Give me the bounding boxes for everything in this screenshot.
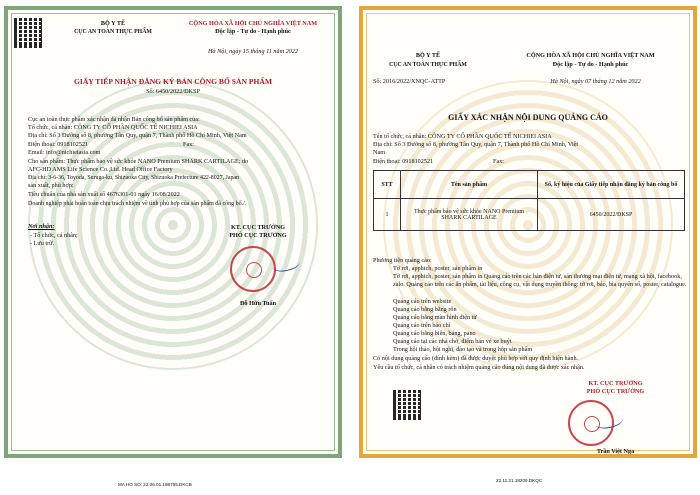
body-line: Email: info@nichieiasia.com: [28, 149, 101, 156]
table-cell: Thực phẩm bảo vệ sức khỏe NANO Premium SHARK CARTILAGE: [401, 199, 538, 231]
issue-date: Hà Nội, ngày 15 tháng 11 năm 2022: [208, 48, 298, 55]
motto: Độc lập - Tự do - Hạnh phúc: [215, 28, 291, 35]
org-name: Tên tổ chức, cá nhân: CÔNG TY CỔ PHẦN QUỐC TẾ NICHIEI ASIA: [373, 133, 552, 140]
media-item: Tờ rơi, apphich, poster, sản phẩm in: [393, 265, 483, 272]
media-item: Quảng cáo bằng màn hình điện tử: [393, 314, 477, 321]
table-header: STT: [374, 171, 401, 199]
ministry-name: BỘ Y TẾ: [100, 20, 126, 27]
media-item: Quảng cáo tại các nhà chờ, điểm bán vé xe buýt: [393, 338, 512, 345]
signer-name: Trần Việt Nga: [596, 448, 635, 455]
body-line: Cục an toàn thực phẩm xác nhận đã nhận Bản công bố sản phẩm của:: [28, 116, 200, 123]
advertising-certificate: [359, 6, 697, 458]
fax: Fax:: [493, 158, 505, 165]
body-line: Điện thoại: 0918102521: [28, 141, 89, 148]
responsibility-note: Yêu cầu tổ chức, cá nhân có trách nhiệm quảng cáo đúng nội dung đã được xác nhận.: [373, 364, 585, 371]
media-item: Quảng cáo trên báo chí: [393, 322, 451, 329]
body-line: Doanh nghiệp phải hoàn toàn chịu trách nhiệm về tính phù hợp của sản phẩm đã công bố./.: [28, 201, 247, 207]
republic-heading: CỘNG HÒA XÃ HỘI CHỦ NGHĨA VIỆT NAM: [188, 20, 318, 27]
body-line: Fax:: [183, 141, 195, 148]
media-item: Trong hội thảo, hội nghị, đào tạo và trong hộp sản phẩm: [393, 346, 533, 353]
table-header: Tên sản phẩm: [401, 171, 538, 199]
recipient-item: - Lưu trữ.: [30, 240, 55, 247]
body-line: Địa chỉ: 3-6-36, Toyoda, Suruga-ku, Shizuoka City, Shizuoka Prefecture 422-8027, Japan: [28, 175, 239, 181]
qr-code-icon: [14, 18, 44, 48]
sign-subtitle: PHÓ CỤC TRƯỞNG: [229, 232, 287, 239]
document-title: GIẤY TIẾP NHẬN ĐĂNG KÝ BẢN CÔNG BỐ SẢN PHẨM: [73, 77, 273, 86]
sign-title: KT. CỤC TRƯỞNG: [588, 380, 643, 387]
qr-code-icon: [393, 390, 423, 420]
approval-note: Có nội dung quảng cáo (đính kèm) đã được duyệt phù hợp với quy định hiện hành.: [373, 355, 579, 362]
media-label: Phương tiện quảng cáo:: [373, 257, 432, 264]
signer-name: Đỗ Hữu Tuấn: [239, 300, 277, 307]
ministry-name: BỘ Y TẾ: [415, 52, 441, 59]
body-line: Cho sản phẩm: Thực phẩm bảo vệ sức khỏe NANO Premium SHARK CARTILAGE; do: [28, 158, 249, 165]
media-item: Tờ rơi, apphich, poster, sản phẩm in Quảng cáo trên các bản điện tử, sản thương mại điện tử, mạng xã hội, facebook, zalo. Quảng cáo trên các ấn phẩm, tài liệu, công cụ, vật dụng truyền thông: tờ rơi, báo, bìa quyển sổ, poster, catalogue.: [393, 273, 687, 288]
document-title: GIẤY XÁC NHẬN NỘI DUNG QUẢNG CÁO: [448, 113, 608, 122]
body-line: AFC-HD AMS Life Science Co.,Ltd. Head Office Factory: [28, 166, 173, 173]
address: Địa chỉ: Số 3 Đường số 8, phường Tân Quy, quận 7, Thành phố Hồ Chí Minh, Việt: [373, 141, 579, 148]
right-footer-code: 22.11.21.18209.DKQC: [496, 478, 543, 483]
body-line: sản xuất, phù hợp:: [28, 182, 74, 189]
address-cont: Nam: [373, 149, 386, 156]
sign-subtitle: PHÓ CỤC TRƯỞNG: [586, 388, 645, 395]
phone: Điện thoại: 0918102521: [373, 158, 434, 165]
registration-certificate: [4, 6, 342, 458]
body-line: Tiêu chuẩn của nhà sản xuất số 4676301-01 ngày 16/08/2022: [28, 191, 180, 198]
motto: Độc lập - Tự do - Hạnh phúc: [552, 61, 629, 68]
recipient-item: - Tổ chức, cá nhân;: [30, 232, 78, 239]
media-item: Quảng cáo trên website: [393, 298, 452, 305]
left-footer-code: MA HO SO: 22.06.01.198755.DKCB: [118, 482, 192, 487]
issue-date: Hà Nội, ngày 07 tháng 12 năm 2022: [550, 78, 641, 85]
table-cell: 6450/2022/ĐKSP: [538, 199, 685, 231]
document-number: Số: 2016/2022/XNQC-ATTP: [373, 78, 446, 85]
republic-heading: CỘNG HÒA XÃ HỘI CHỦ NGHĨA VIỆT NAM: [526, 52, 655, 59]
product-table: [373, 170, 685, 231]
table-header: Số, ký hiệu của Giấy tiếp nhận đăng ký bản công bố: [538, 171, 685, 199]
body-line: Địa chỉ: Số 3 Đường số 8, phường Tân Quy, quận 7, Thành phố Hồ Chí Minh, Việt Nam: [28, 132, 247, 139]
document-number: Số: 6450/2022/ĐKSP: [146, 88, 200, 95]
media-item: Quảng cáo bằng biển, bảng, pano: [393, 330, 476, 337]
table-cell: 1: [374, 199, 401, 231]
recipients-label: Nơi nhận:: [28, 223, 55, 230]
agency-name: CỤC AN TOÀN THỰC PHẨM: [74, 29, 152, 35]
body-line: Tổ chức, cá nhân: CÔNG TY CỔ PHẦN QUỐC TẾ NICHIEI ASIA: [28, 124, 198, 131]
official-seal-icon: [230, 246, 276, 292]
agency-name: CỤC AN TOÀN THỰC PHẨM: [389, 62, 467, 68]
media-item: Quảng cáo bằng băng rôn: [393, 306, 457, 313]
sign-title: KT. CỤC TRƯỞNG: [230, 224, 286, 231]
